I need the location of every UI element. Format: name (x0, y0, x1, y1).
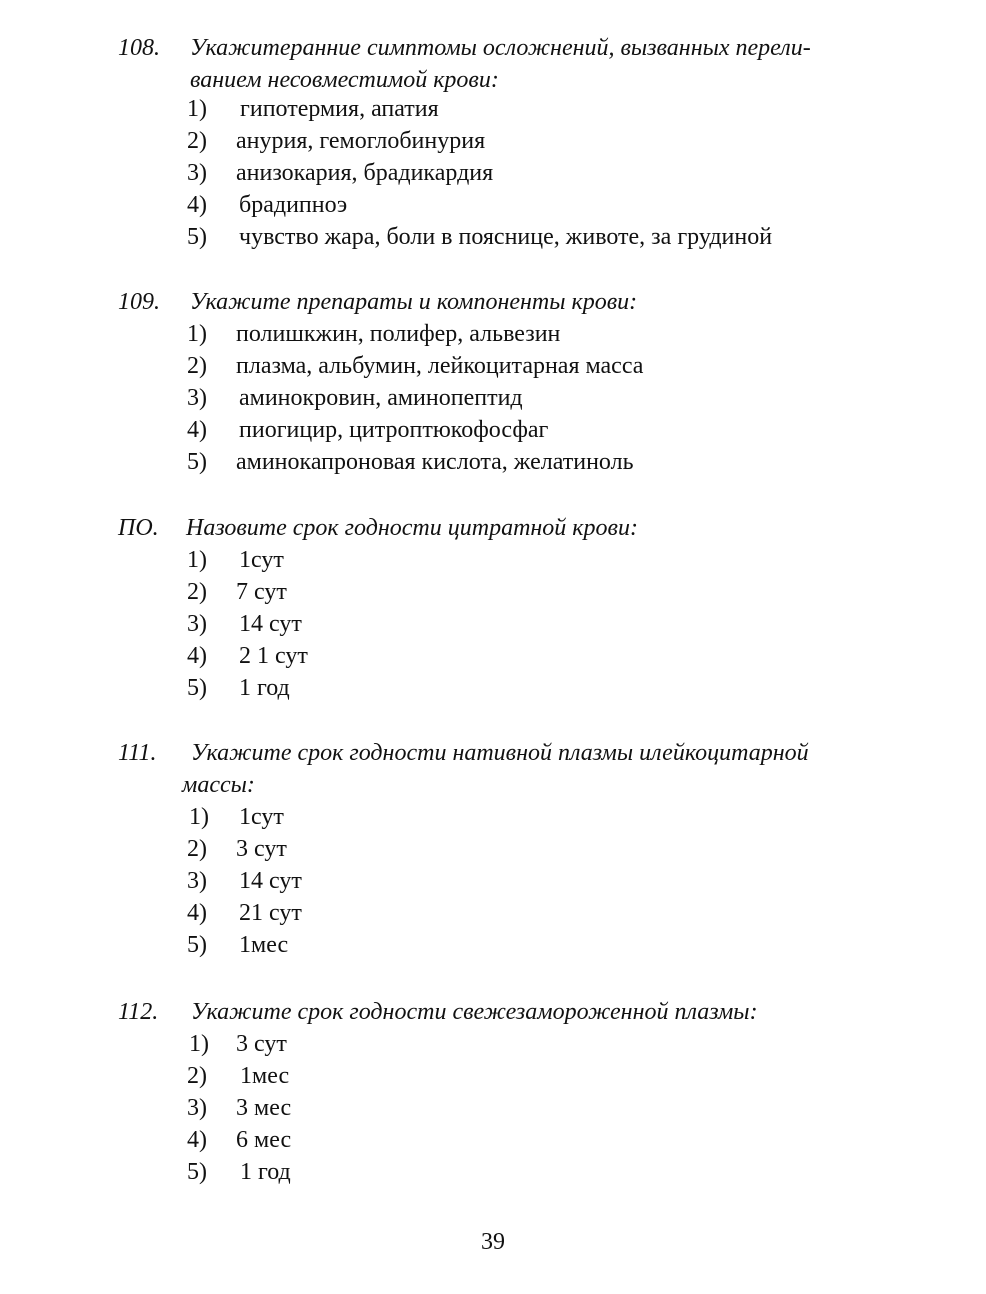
answer-number: 5) (187, 932, 207, 958)
answer-option (0, 833, 986, 865)
question-number: ПО. (118, 515, 159, 541)
answer-option (0, 125, 986, 157)
answer-number: 4) (187, 417, 207, 443)
answer-option (0, 1156, 986, 1188)
answer-number: 2) (187, 579, 207, 605)
question-text-line: Назовите срок годности цитратной крови: (186, 515, 638, 541)
question-text-line: ванием несовместимой крови: (190, 67, 499, 93)
question-text-line: массы: (182, 772, 255, 798)
question-number: 109. (118, 289, 160, 315)
question-header (0, 512, 986, 544)
answer-text: 3 мес (236, 1095, 292, 1121)
question-header (0, 996, 986, 1028)
answer-number: 5) (187, 224, 207, 250)
answer-option (0, 672, 986, 704)
answer-text: анурия, гемоглобинурия (236, 128, 486, 154)
question-112 (0, 996, 986, 1185)
answer-text: 3 сут (236, 836, 287, 862)
answer-option (0, 1124, 986, 1156)
answer-number: 4) (187, 900, 207, 926)
answer-text: полишкжин, полифер, альвезин (236, 321, 561, 347)
answer-text: 1 год (240, 1159, 291, 1185)
answer-number: 1) (187, 321, 207, 347)
answer-text: пиогицир, цитроптюкофосфаг (239, 417, 549, 443)
answer-text: аминокапроновая кислота, желатиноль (236, 449, 634, 475)
answer-number: 4) (187, 1127, 207, 1153)
page-number: 39 (481, 1229, 505, 1255)
answer-number: 3) (187, 611, 207, 637)
answer-text: 3 сут (236, 1031, 287, 1057)
answer-number: 5) (187, 675, 207, 701)
answer-text: анизокария, брадикардия (236, 160, 494, 186)
answer-number: 1) (187, 96, 207, 122)
answer-text: плазма, альбумин, лейкоцитарная масса (236, 353, 644, 379)
answer-option (0, 801, 986, 833)
answer-option (0, 221, 986, 253)
question-text (186, 512, 886, 544)
answer-number: 2) (187, 1063, 207, 1089)
answer-number: 5) (187, 449, 207, 475)
answer-option (0, 93, 986, 125)
question-text-line: Укажите срок годности свежезамороженной плазмы: (191, 999, 758, 1025)
question-text-line: Укажите срок годности нативной плазмы илейкоцитарной (191, 740, 809, 766)
answer-option (0, 318, 986, 350)
answer-text: гипотермия, апатия (240, 96, 439, 122)
answer-text: 1сут (239, 547, 284, 573)
answer-option (0, 382, 986, 414)
question-header (0, 32, 986, 93)
answer-option (0, 576, 986, 608)
question-number: 111. (118, 740, 157, 766)
question-108 (0, 32, 986, 250)
question-text-line: Укажите препараты и компоненты крови: (190, 289, 638, 315)
answer-option (0, 157, 986, 189)
question-header (0, 286, 986, 318)
question-text (190, 32, 890, 96)
answer-text: 1мес (240, 1063, 290, 1089)
answer-text: 6 мес (236, 1127, 292, 1153)
answer-option (0, 640, 986, 672)
question-111 (0, 737, 986, 958)
answer-number: 3) (187, 385, 207, 411)
answer-option (0, 865, 986, 897)
answer-text: 2 1 сут (239, 643, 308, 669)
answer-number: 4) (187, 643, 207, 669)
answer-number: 4) (187, 192, 207, 218)
answer-option (0, 544, 986, 576)
answer-text: 1сут (239, 804, 284, 830)
answer-text: аминокровин, аминопептид (239, 385, 523, 411)
answer-option (0, 1092, 986, 1124)
answer-text: 21 сут (239, 900, 302, 926)
question-header (0, 737, 986, 798)
answer-option (0, 608, 986, 640)
answer-number: 3) (187, 1095, 207, 1121)
answer-number: 1) (187, 547, 207, 573)
answer-text: 14 сут (239, 868, 302, 894)
question-text (191, 996, 891, 1028)
answer-option (0, 1028, 986, 1060)
answer-option (0, 414, 986, 446)
question-110 (0, 512, 986, 701)
question-number: 112. (118, 999, 159, 1025)
question-number: 108. (118, 35, 160, 61)
answer-text: 14 сут (239, 611, 302, 637)
question-text-line: Укажитеранние симптомы осложнений, вызванных перели- (190, 35, 811, 61)
answer-number: 1) (189, 804, 209, 830)
answer-number: 1) (189, 1031, 209, 1057)
answer-option (0, 929, 986, 961)
answer-text: 1 год (239, 675, 290, 701)
answer-option (0, 446, 986, 478)
answer-text: чувство жара, боли в пояснице, животе, за грудиной (239, 224, 773, 250)
question-109 (0, 286, 986, 475)
answer-number: 2) (187, 836, 207, 862)
answer-number: 2) (187, 128, 207, 154)
answer-number: 3) (187, 868, 207, 894)
answer-text: 7 сут (236, 579, 287, 605)
answer-number: 3) (187, 160, 207, 186)
answer-option (0, 189, 986, 221)
question-text (190, 286, 890, 318)
answer-option (0, 350, 986, 382)
question-text (182, 737, 891, 801)
answer-number: 5) (187, 1159, 207, 1185)
answer-text: 1мес (239, 932, 289, 958)
answer-number: 2) (187, 353, 207, 379)
answer-text: брадипноэ (239, 192, 348, 218)
answer-option (0, 1060, 986, 1092)
answer-option (0, 897, 986, 929)
